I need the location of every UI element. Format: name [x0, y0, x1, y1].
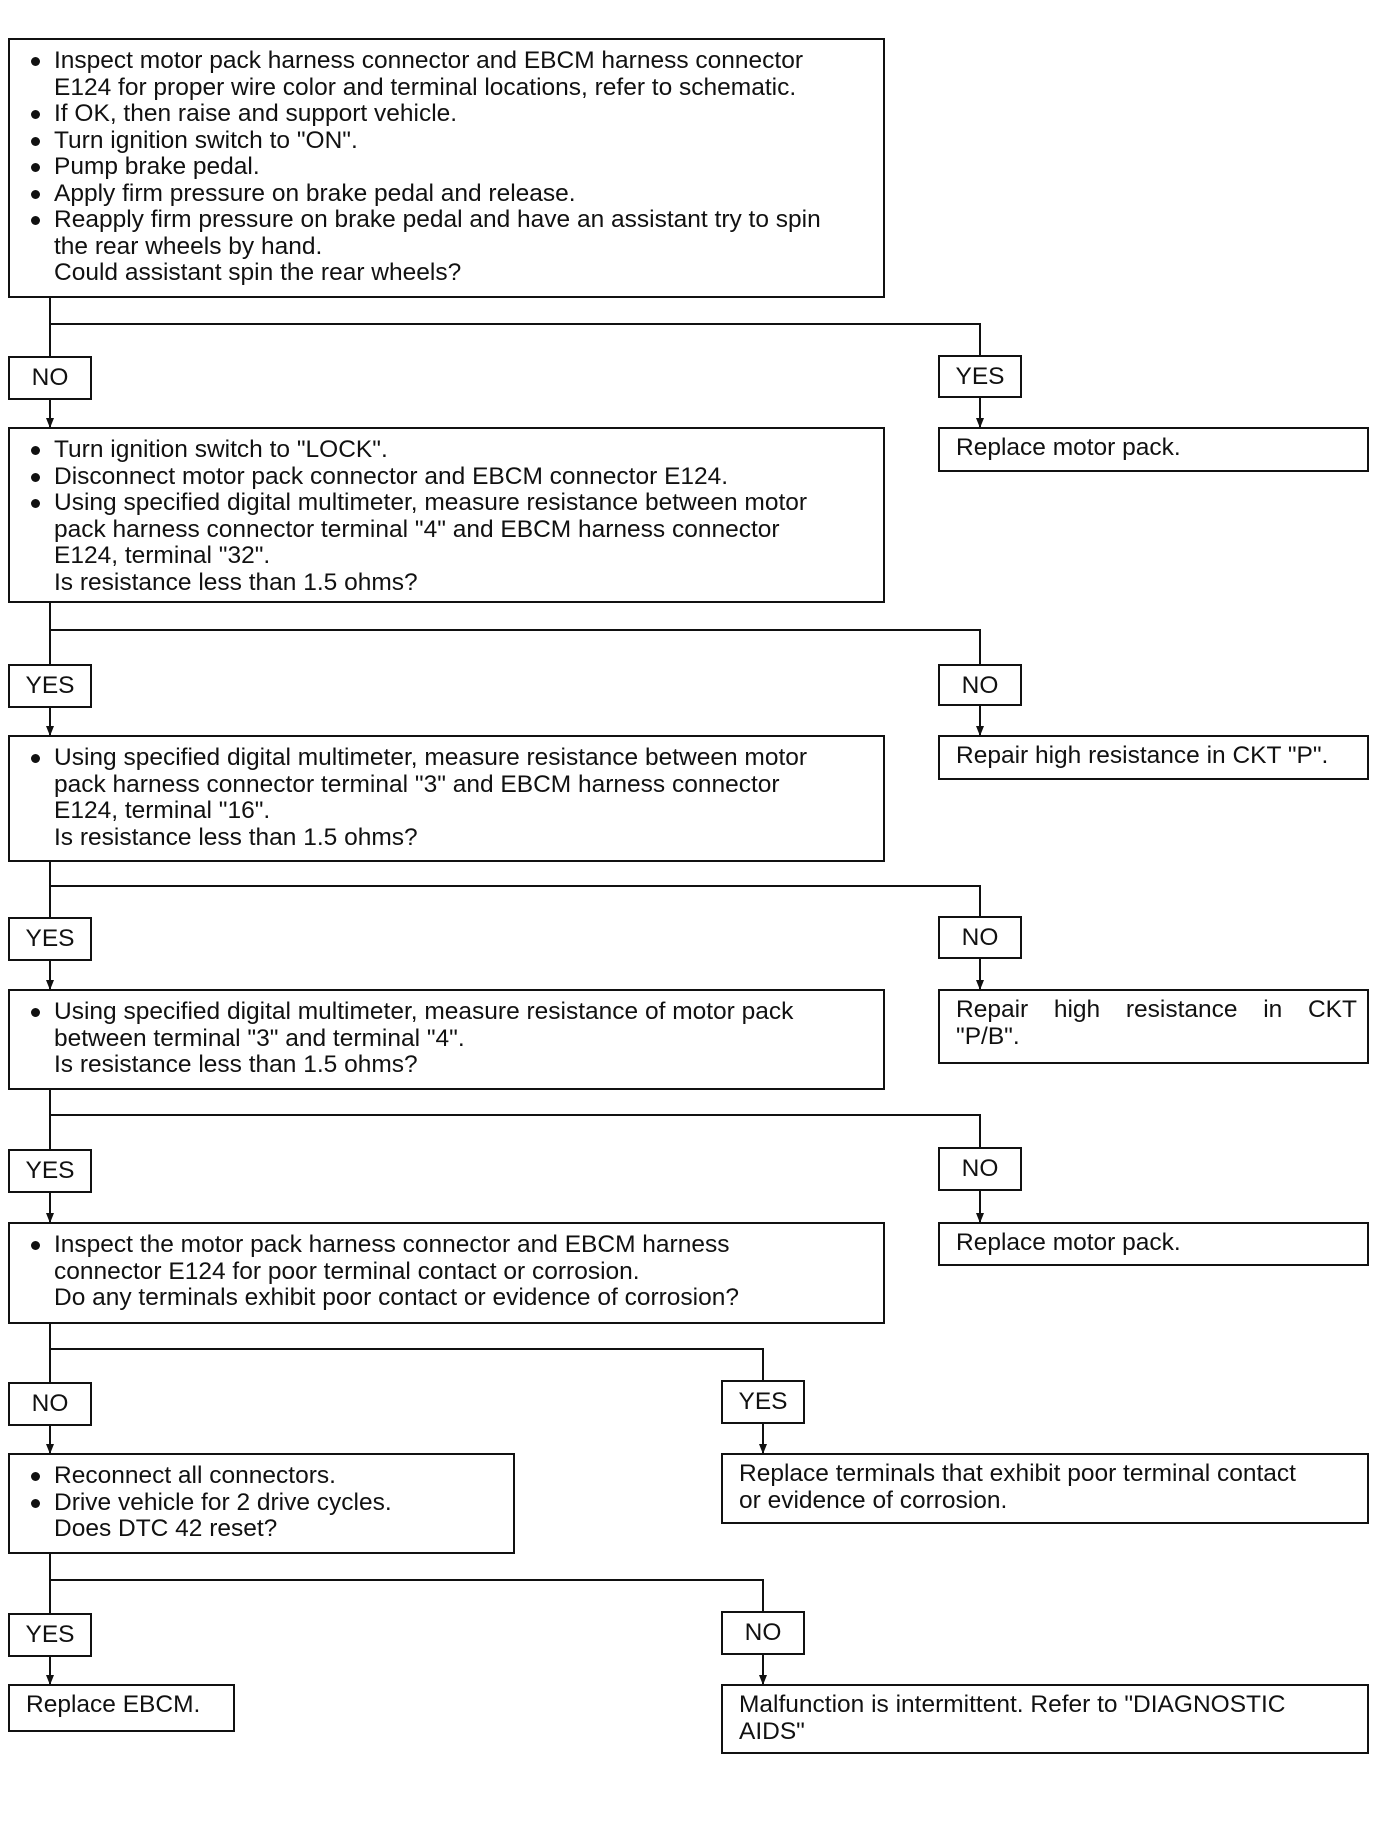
step-1-question: Could assistant spin the rear wheels? [54, 259, 462, 286]
step-1-yes-label: YES [938, 355, 1022, 398]
connector-s6-split [50, 1554, 763, 1613]
action-repair-ckt-pb-line-1: Repair high resistance in CKT [956, 996, 1357, 1023]
step-1-item-5: Apply firm pressure on brake pedal and release. [54, 179, 576, 207]
step-2-item-2: Disconnect motor pack connector and EBCM connector E124. [54, 462, 729, 490]
step-1-item-6-line-2: the rear wheels by hand. [54, 232, 323, 260]
connector-s1-split [50, 298, 980, 356]
step-2-item-3-line-2: pack harness connector terminal "4" and EBCM harness connector [54, 515, 780, 543]
step-5-box [8, 1222, 885, 1324]
step-3-no-label: NO [938, 916, 1022, 959]
step-3-item-1-line-3: E124, terminal "16". [54, 797, 271, 824]
connector-s4-split [50, 1090, 980, 1149]
step-6-item-2: Drive vehicle for 2 drive cycles. [54, 1488, 392, 1516]
connector-s3-split [50, 862, 980, 917]
step-4-yes-label: YES [8, 1149, 92, 1193]
step-4-box [8, 989, 885, 1090]
step-2-question: Is resistance less than 1.5 ohms? [54, 568, 418, 596]
step-2-item-3-line-3: E124, terminal "32". [54, 542, 271, 569]
step-4-item-1-line-2: between terminal "3" and terminal "4". [54, 1024, 465, 1052]
step-3-yes-label: YES [8, 917, 92, 961]
step-3-question: Is resistance less than 1.5 ohms? [54, 823, 418, 851]
connector-s5-split [50, 1324, 763, 1382]
step-1-item-6-line-1: Reapply firm pressure on brake pedal and have an assistant try to spin [54, 206, 821, 233]
action-replace-ebcm: Replace EBCM. [8, 1684, 235, 1732]
action-replace-motor-pack-1: Replace motor pack. [938, 427, 1369, 472]
step-2-yes-label: YES [8, 664, 92, 708]
step-5-question: Do any terminals exhibit poor contact or evidence of corrosion? [54, 1284, 739, 1311]
step-1-item-1-line-2: E124 for proper wire color and terminal locations, refer to schematic. [54, 73, 797, 101]
step-3-item-1-line-1: Using specified digital multimeter, measure resistance between motor [54, 744, 808, 771]
action-intermittent-line-2: AIDS" [739, 1717, 805, 1745]
step-5-yes-label: YES [721, 1380, 805, 1424]
step-5-item-1-line-2: connector E124 for poor terminal contact or corrosion. [54, 1257, 640, 1285]
action-repair-ckt-pb [938, 989, 1369, 1064]
step-4-question: Is resistance less than 1.5 ohms? [54, 1051, 418, 1078]
step-5-no-label: NO [8, 1382, 92, 1426]
step-4-no-label: NO [938, 1147, 1022, 1191]
step-3-box [8, 735, 885, 862]
step-1-item-1-line-1: Inspect motor pack harness connector and EBCM harness connector [54, 47, 803, 74]
step-2-item-1: Turn ignition switch to "LOCK". [54, 436, 388, 463]
step-1-box [8, 38, 885, 298]
step-2-no-label: NO [938, 664, 1022, 706]
connector-s2-split [50, 603, 980, 664]
step-6-question: Does DTC 42 reset? [54, 1515, 278, 1542]
step-1-item-2: If OK, then raise and support vehicle. [54, 100, 458, 127]
step-6-box [8, 1453, 515, 1554]
action-replace-terminals [721, 1453, 1369, 1524]
step-1-item-3: Turn ignition switch to "ON". [54, 126, 358, 154]
action-replace-terminals-line-1: Replace terminals that exhibit poor terminal contact [739, 1460, 1296, 1487]
action-replace-terminals-line-2: or evidence of corrosion. [739, 1486, 1008, 1514]
step-6-yes-label: YES [8, 1613, 92, 1657]
step-6-item-1: Reconnect all connectors. [54, 1462, 336, 1489]
step-2-item-3-line-1: Using specified digital multimeter, measure resistance between motor [54, 489, 808, 516]
action-repair-ckt-p: Repair high resistance in CKT "P". [938, 735, 1369, 780]
action-intermittent-line-1: Malfunction is intermittent. Refer to "DIAGNOSTIC [739, 1691, 1286, 1718]
action-replace-motor-pack-2: Replace motor pack. [938, 1222, 1369, 1266]
action-repair-ckt-pb-line-2: "P/B". [956, 1022, 1020, 1050]
step-3-item-1-line-2: pack harness connector terminal "3" and EBCM harness connector [54, 770, 780, 798]
step-1-no-label: NO [8, 356, 92, 400]
step-5-item-1-line-1: Inspect the motor pack harness connector and EBCM harness [54, 1231, 730, 1258]
step-1-item-4: Pump brake pedal. [54, 153, 260, 180]
action-intermittent-malfunction [721, 1684, 1369, 1754]
step-4-item-1-line-1: Using specified digital multimeter, measure resistance of motor pack [54, 998, 794, 1025]
step-2-box [8, 427, 885, 603]
step-6-no-label: NO [721, 1611, 805, 1655]
